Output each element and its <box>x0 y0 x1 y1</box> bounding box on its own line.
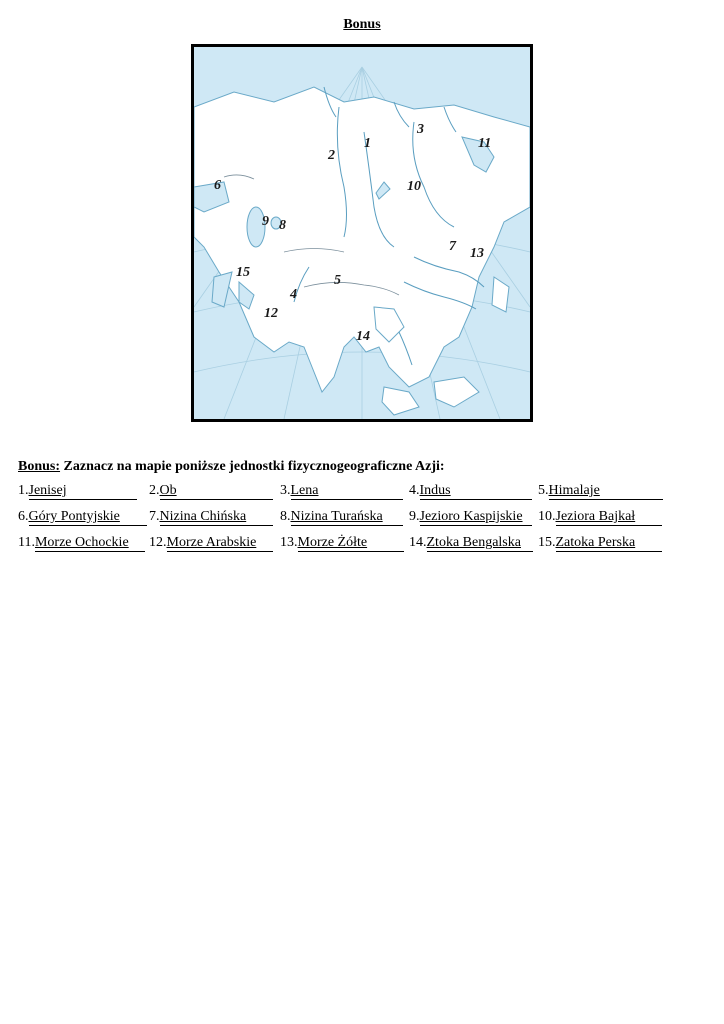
answer-text: Góry Pontyjskie <box>29 510 147 526</box>
answer-number: 5. <box>538 483 549 498</box>
map-label-5: 5 <box>334 273 341 288</box>
answer-item-12 <box>149 535 273 552</box>
map-label-10: 10 <box>407 179 421 194</box>
asia-map <box>191 44 533 422</box>
map-label-11: 11 <box>478 136 492 151</box>
answer-text: Ob <box>160 484 273 500</box>
answer-number: 11. <box>18 535 35 550</box>
answer-item-3 <box>280 483 403 500</box>
answer-number: 10. <box>538 509 556 524</box>
answer-item-7 <box>149 509 273 526</box>
answer-text: Jenisej <box>29 484 137 500</box>
instruction-text <box>18 459 445 475</box>
map-label-8: 8 <box>279 218 286 233</box>
answer-number: 13. <box>280 535 298 550</box>
answer-item-9 <box>409 509 532 526</box>
answer-text: Lena <box>291 484 403 500</box>
answer-row <box>18 483 718 509</box>
answer-text: Morze Arabskie <box>167 536 273 552</box>
answer-text: Morze Ochockie <box>35 536 145 552</box>
answer-number: 7. <box>149 509 160 524</box>
map-label-1: 1 <box>364 136 371 151</box>
page-title: Bonus <box>343 17 381 32</box>
answer-item-11 <box>18 535 145 552</box>
answer-item-4 <box>409 483 532 500</box>
answer-text: Zatoka Perska <box>556 536 662 552</box>
answer-item-6 <box>18 509 147 526</box>
answer-number: 14. <box>409 535 427 550</box>
answer-number: 1. <box>18 483 29 498</box>
answer-text: Nizina Turańska <box>291 510 403 526</box>
map-label-3: 3 <box>417 122 424 137</box>
answer-item-10 <box>538 509 662 526</box>
answer-number: 2. <box>149 483 160 498</box>
answer-text: Indus <box>420 484 532 500</box>
instruction-body: Zaznacz na mapie poniższe jednostki fizycznogeograficzne Azji: <box>60 459 445 474</box>
answer-item-5 <box>538 483 663 500</box>
instruction-lead: Bonus: <box>18 459 61 474</box>
map-label-7: 7 <box>449 239 456 254</box>
answer-row <box>18 509 718 535</box>
map-label-12: 12 <box>264 306 278 321</box>
map-label-14: 14 <box>356 329 370 344</box>
answer-text: Jezioro Kaspijskie <box>420 510 532 526</box>
answer-text: Morze Żółte <box>298 536 404 552</box>
answer-item-8 <box>280 509 403 526</box>
answer-item-15 <box>538 535 662 552</box>
answer-list <box>18 483 718 561</box>
answer-item-13 <box>280 535 404 552</box>
map-label-2: 2 <box>328 148 335 163</box>
answer-text: Himalaje <box>549 484 663 500</box>
map-label-9: 9 <box>262 214 269 229</box>
answer-text: Ztoka Bengalska <box>427 536 533 552</box>
answer-number: 8. <box>280 509 291 524</box>
answer-row <box>18 535 718 561</box>
answer-item-2 <box>149 483 273 500</box>
map-label-6: 6 <box>214 178 221 193</box>
answer-number: 9. <box>409 509 420 524</box>
answer-number: 12. <box>149 535 167 550</box>
answer-item-1 <box>18 483 137 500</box>
asia-map-svg <box>194 47 530 419</box>
answer-item-14 <box>409 535 533 552</box>
map-label-15: 15 <box>236 265 250 280</box>
answer-number: 3. <box>280 483 291 498</box>
map-label-4: 4 <box>290 287 297 302</box>
answer-number: 15. <box>538 535 556 550</box>
answer-number: 4. <box>409 483 420 498</box>
answer-text: Jeziora Bajkał <box>556 510 662 526</box>
answer-number: 6. <box>18 509 29 524</box>
map-label-13: 13 <box>470 246 484 261</box>
answer-text: Nizina Chińska <box>160 510 273 526</box>
